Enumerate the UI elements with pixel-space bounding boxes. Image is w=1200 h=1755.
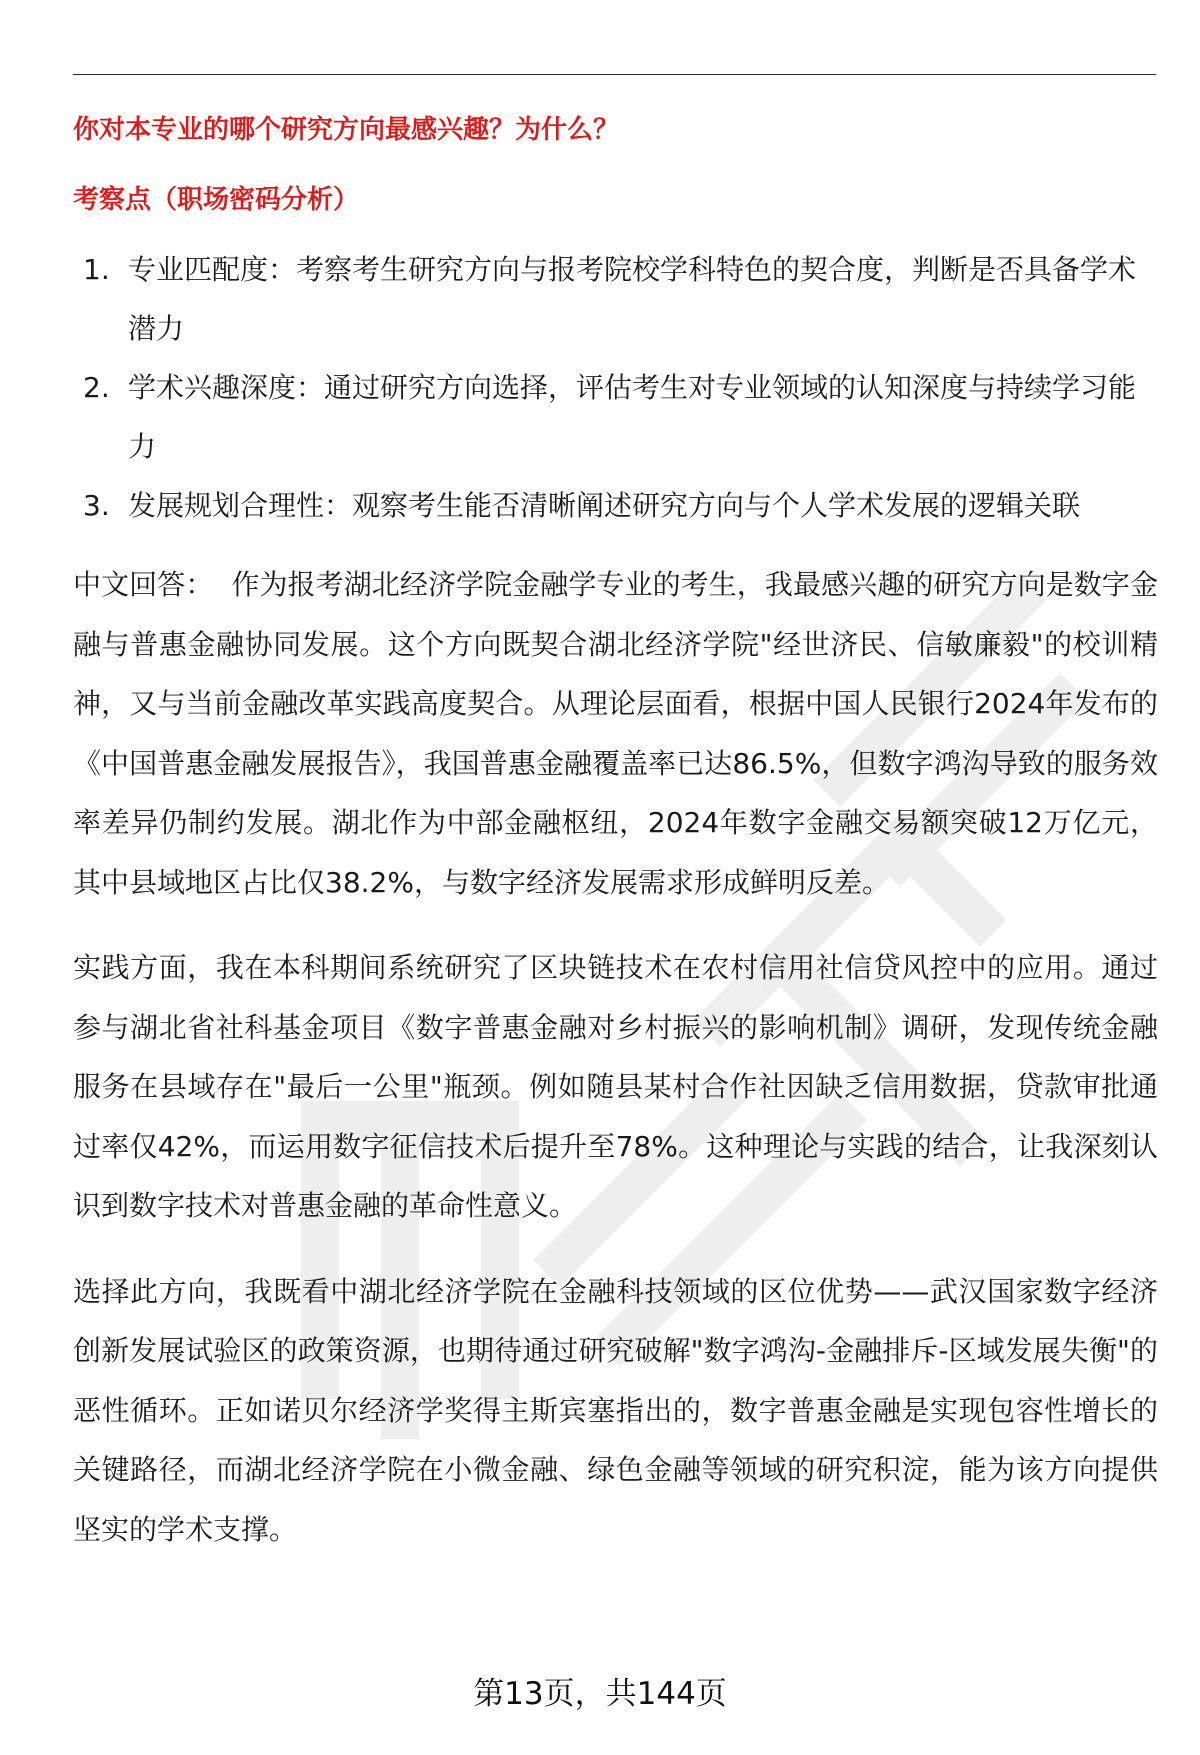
list-item-number: 3. — [83, 489, 110, 522]
list-item-number: 2. — [83, 371, 110, 404]
main-content — [73, 100, 1158, 1559]
question-heading: 你对本专业的哪个研究方向最感兴趣？为什么？ — [73, 115, 620, 145]
page-number-footer: 第13页，共144页 — [473, 1676, 727, 1712]
answer-paragraph — [73, 555, 1158, 912]
section-heading: 考察点（职场密码分析） — [73, 185, 360, 215]
answer-label: 中文回答： — [73, 568, 214, 601]
list-item-text: 学术兴趣深度：通过研究方向选择，评估考生对专业领域的认知深度与持续学习能力 — [128, 371, 1137, 463]
evaluation-points-list — [73, 240, 1158, 535]
list-item — [73, 240, 1158, 358]
answer-paragraph: 选择此方向，我既看中湖北经济学院在金融科技领域的区位优势——武汉国家数字经济创新发展试验区的政策资源，也期待通过研究破解"数字鸿沟-金融排斥-区域发展失衡"的恶性循环。正如诺贝尔经济学奖得主斯宾塞指出的，数字普惠金融是实现包容性增长的关键路径，而湖北经济学院在小微金融、绿色金融等领域的研究积淀，能为该方向提供坚实的学术支撑。 — [73, 1274, 1158, 1546]
answer-text: 作为报考湖北经济学院金融学专业的考生，我最感兴趣的研究方向是数字金融与普惠金融协同发展。这个方向既契合湖北经济学院"经世济民、信敏廉毅"的校训精神，又与当前金融改革实践高度契合。从理论层面看，根据中国人民银行2024年发布的《中国普惠金融发展报告》，我国普惠金融覆盖率已达86.5%，但数字鸿沟导致的服务效率差异仍制约发展。湖北作为中部金融枢纽，2024年数字金融交易额突破12万亿元，其中县域地区占比仅38.2%，与数字经济发展需求形成鲜明反差。 — [73, 568, 1158, 899]
header-rule — [73, 74, 1156, 75]
list-item-text: 发展规划合理性：观察考生能否清晰阐述研究方向与个人学术发展的逻辑关联 — [128, 489, 1081, 522]
list-item — [73, 358, 1158, 476]
list-item — [73, 476, 1158, 535]
list-item-number: 1. — [83, 253, 110, 286]
list-item-text: 专业匹配度：考察考生研究方向与报考院校学科特色的契合度，判断是否具备学术潜力 — [128, 253, 1137, 345]
answer-paragraph: 实践方面，我在本科期间系统研究了区块链技术在农村信用社信贷风控中的应用。通过参与湖北省社科基金项目《数字普惠金融对乡村振兴的影响机制》调研，发现传统金融服务在县域存在"最后一公里"瓶颈。例如随县某村合作社因缺乏信用数据，贷款审批通过率仅42%，而运用数字征信技术后提升至78%。这种理论与实践的结合，让我深刻认识到数字技术对普惠金融的革命性意义。 — [73, 951, 1158, 1222]
